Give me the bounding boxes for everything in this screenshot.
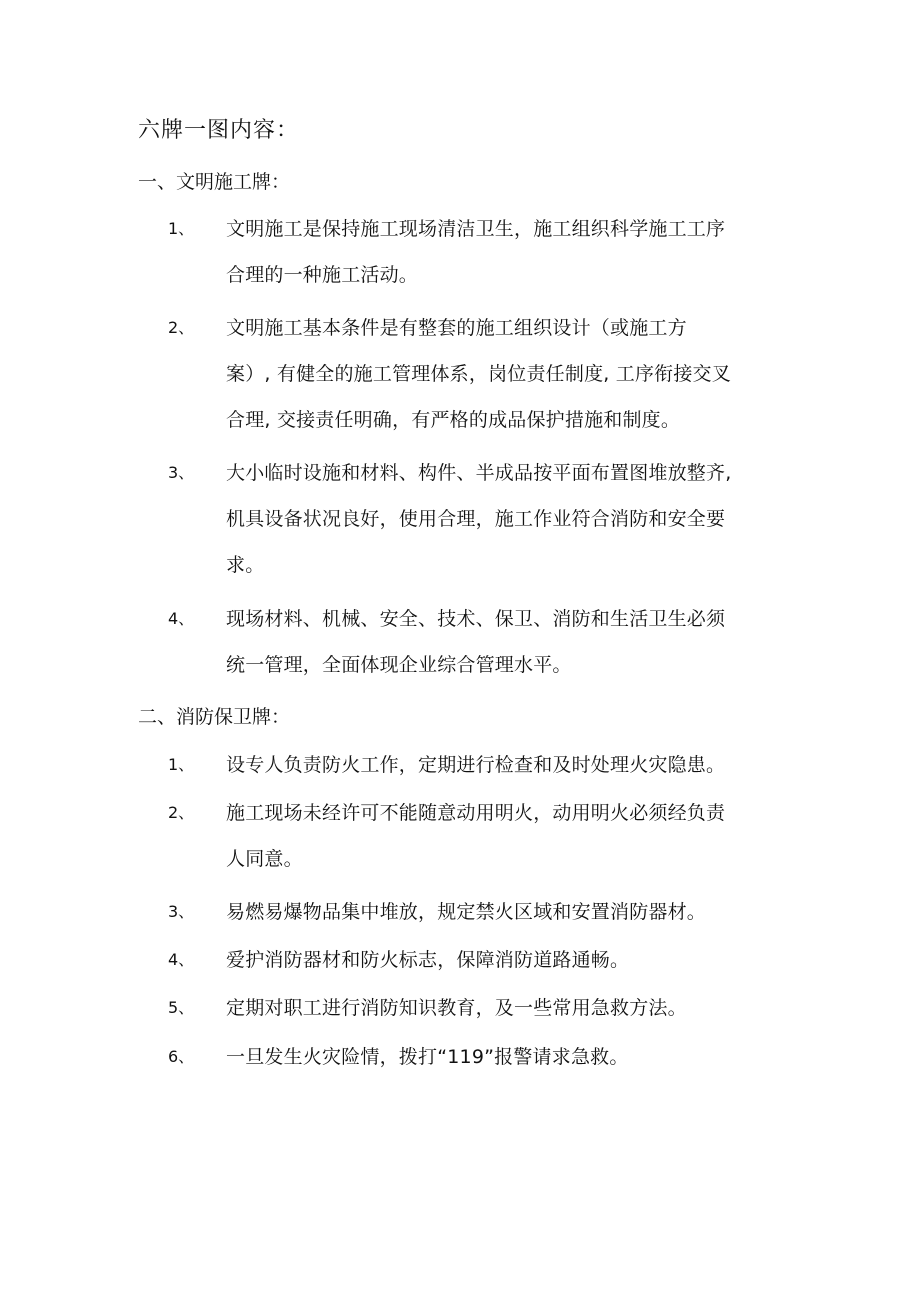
item-line: 现场材料、机械、安全、技术、保卫、消防和生活卫生必须 [226, 608, 726, 630]
item-text [226, 305, 796, 443]
item-number: 2、 [168, 803, 195, 822]
item-line: 合理, 交接责任明确，有严格的成品保护措施和制度。 [226, 409, 681, 431]
section-heading-civilized-construction: 一、文明施工牌： [138, 171, 291, 193]
item-number: 6、 [168, 1047, 195, 1066]
item-line: 案）, 有健全的施工管理体系，岗位责任制度, 工序衔接交叉 [226, 363, 731, 385]
item-line: 设专人负责防火工作，定期进行检查和及时处理火灾隐患。 [226, 754, 726, 776]
item-text [226, 742, 796, 788]
item-text [226, 450, 796, 588]
item-line: 爱护消防器材和防火标志，保障消防道路通畅。 [226, 949, 630, 971]
item-number: 1、 [168, 755, 195, 774]
item-text [226, 889, 796, 935]
section-heading-fire-security: 二、消防保卫牌： [138, 706, 291, 728]
item-number: 2、 [168, 318, 195, 337]
item-line: 一旦发生火灾险情，拨打“119”报警请求急救。 [226, 1046, 629, 1068]
item-line: 定期对职工进行消防知识教育，及一些常用急救方法。 [226, 997, 687, 1019]
item-line: 统一管理，全面体现企业综合管理水平。 [226, 654, 572, 676]
item-number: 3、 [168, 902, 195, 921]
item-number: 4、 [168, 950, 195, 969]
item-number: 5、 [168, 998, 195, 1017]
item-line: 求。 [226, 554, 265, 576]
item-text [226, 1034, 796, 1080]
item-line: 机具设备状况良好，使用合理，施工作业符合消防和安全要 [226, 508, 726, 530]
item-number: 3、 [168, 463, 195, 482]
item-line: 大小临时设施和材料、构件、半成品按平面布置图堆放整齐, [226, 462, 732, 484]
item-number: 1、 [168, 219, 195, 238]
document-title: 六牌一图内容： [138, 118, 300, 143]
item-line: 易燃易爆物品集中堆放，规定禁火区域和安置消防器材。 [226, 901, 707, 923]
item-line: 文明施工基本条件是有整套的施工组织设计（或施工方 [226, 317, 687, 339]
item-text [226, 937, 796, 983]
item-text [226, 596, 796, 688]
item-line: 合理的一种施工活动。 [226, 264, 419, 286]
item-text [226, 790, 796, 882]
item-line: 文明施工是保持施工现场清洁卫生，施工组织科学施工工序 [226, 218, 726, 240]
item-text [226, 206, 796, 298]
item-line: 施工现场未经许可不能随意动用明火，动用明火必须经负责 [226, 802, 726, 824]
item-line: 人同意。 [226, 848, 303, 870]
item-number: 4、 [168, 609, 195, 628]
item-text [226, 985, 796, 1031]
